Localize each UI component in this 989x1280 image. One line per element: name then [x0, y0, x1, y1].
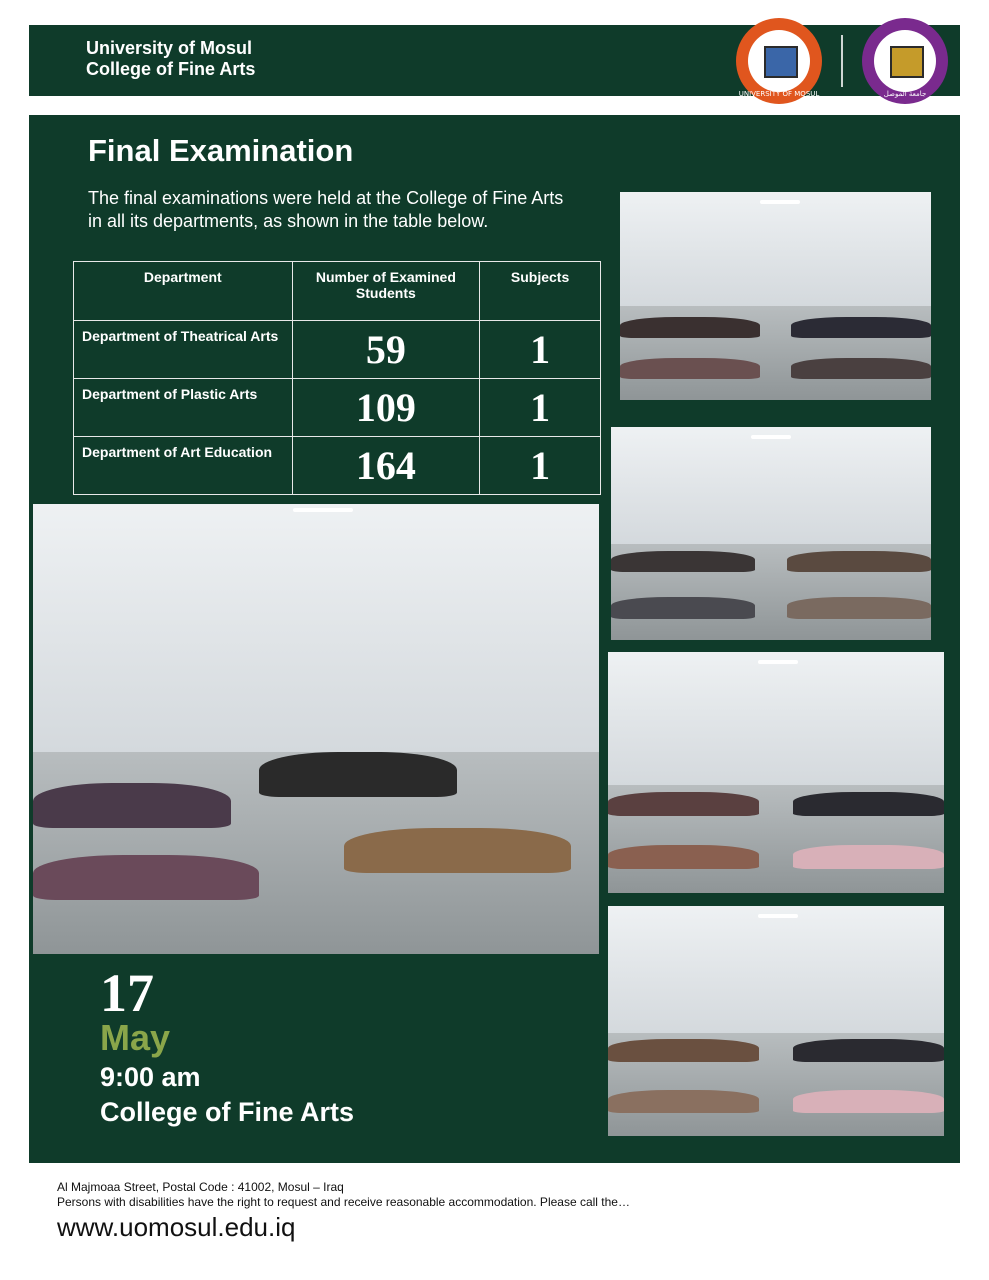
event-day: 17: [100, 963, 154, 1023]
table-row: [74, 321, 601, 379]
event-month: May: [100, 1017, 171, 1058]
university-logo-icon: [736, 18, 822, 104]
subjects-cell: 1: [480, 321, 601, 379]
students-cell: 59: [292, 321, 480, 379]
footer-address: Al Majmoaa Street, Postal Code : 41002, Mosul – Iraq: [57, 1180, 344, 1194]
logo-divider: [841, 35, 843, 87]
column-header-department: Department: [74, 262, 293, 321]
department-cell: Department of Theatrical Arts: [74, 321, 293, 379]
university-logo-text: UNIVERSITY OF MOSUL: [738, 90, 820, 98]
table-row: [74, 379, 601, 437]
exam-hall-photo-large: [33, 504, 599, 954]
table-header-row: [74, 262, 601, 321]
exam-hall-photo-3: [608, 652, 944, 893]
students-cell: 109: [292, 379, 480, 437]
footer-address-block: [57, 1180, 630, 1210]
subjects-cell: 1: [480, 379, 601, 437]
organization-name: [86, 38, 255, 80]
exam-table: [73, 261, 601, 495]
exam-hall-photo-4: [608, 906, 944, 1136]
students-cell: 164: [292, 437, 480, 495]
college-logo-text: جامعة الموصل: [883, 90, 927, 98]
org-line-2: College of Fine Arts: [86, 59, 256, 79]
college-logo-icon: [862, 18, 948, 104]
exam-hall-photo-2: [611, 427, 931, 640]
org-line-1: University of Mosul: [86, 38, 253, 58]
subjects-cell: 1: [480, 437, 601, 495]
event-place: College of Fine Arts: [100, 1097, 355, 1127]
column-header-subjects: Subjects: [480, 262, 601, 321]
intro-text: The final examinations were held at the College of Fine Arts in all its departments, as shown in the table below.: [88, 188, 564, 231]
website-link[interactable]: www.uomosul.edu.iq: [57, 1212, 296, 1242]
page-title: Final Examination: [88, 133, 354, 168]
department-cell: Department of Art Education: [74, 437, 293, 495]
exam-hall-photo-1: [620, 192, 931, 400]
department-cell: Department of Plastic Arts: [74, 379, 293, 437]
header-bar: [29, 25, 960, 96]
event-time: 9:00 am: [100, 1062, 201, 1092]
table-row: [74, 437, 601, 495]
column-header-students: Number of Examined Students: [292, 262, 480, 321]
footer-notice: Persons with disabilities have the right to request and receive reasonable accommodation. Please call the…: [57, 1195, 630, 1209]
